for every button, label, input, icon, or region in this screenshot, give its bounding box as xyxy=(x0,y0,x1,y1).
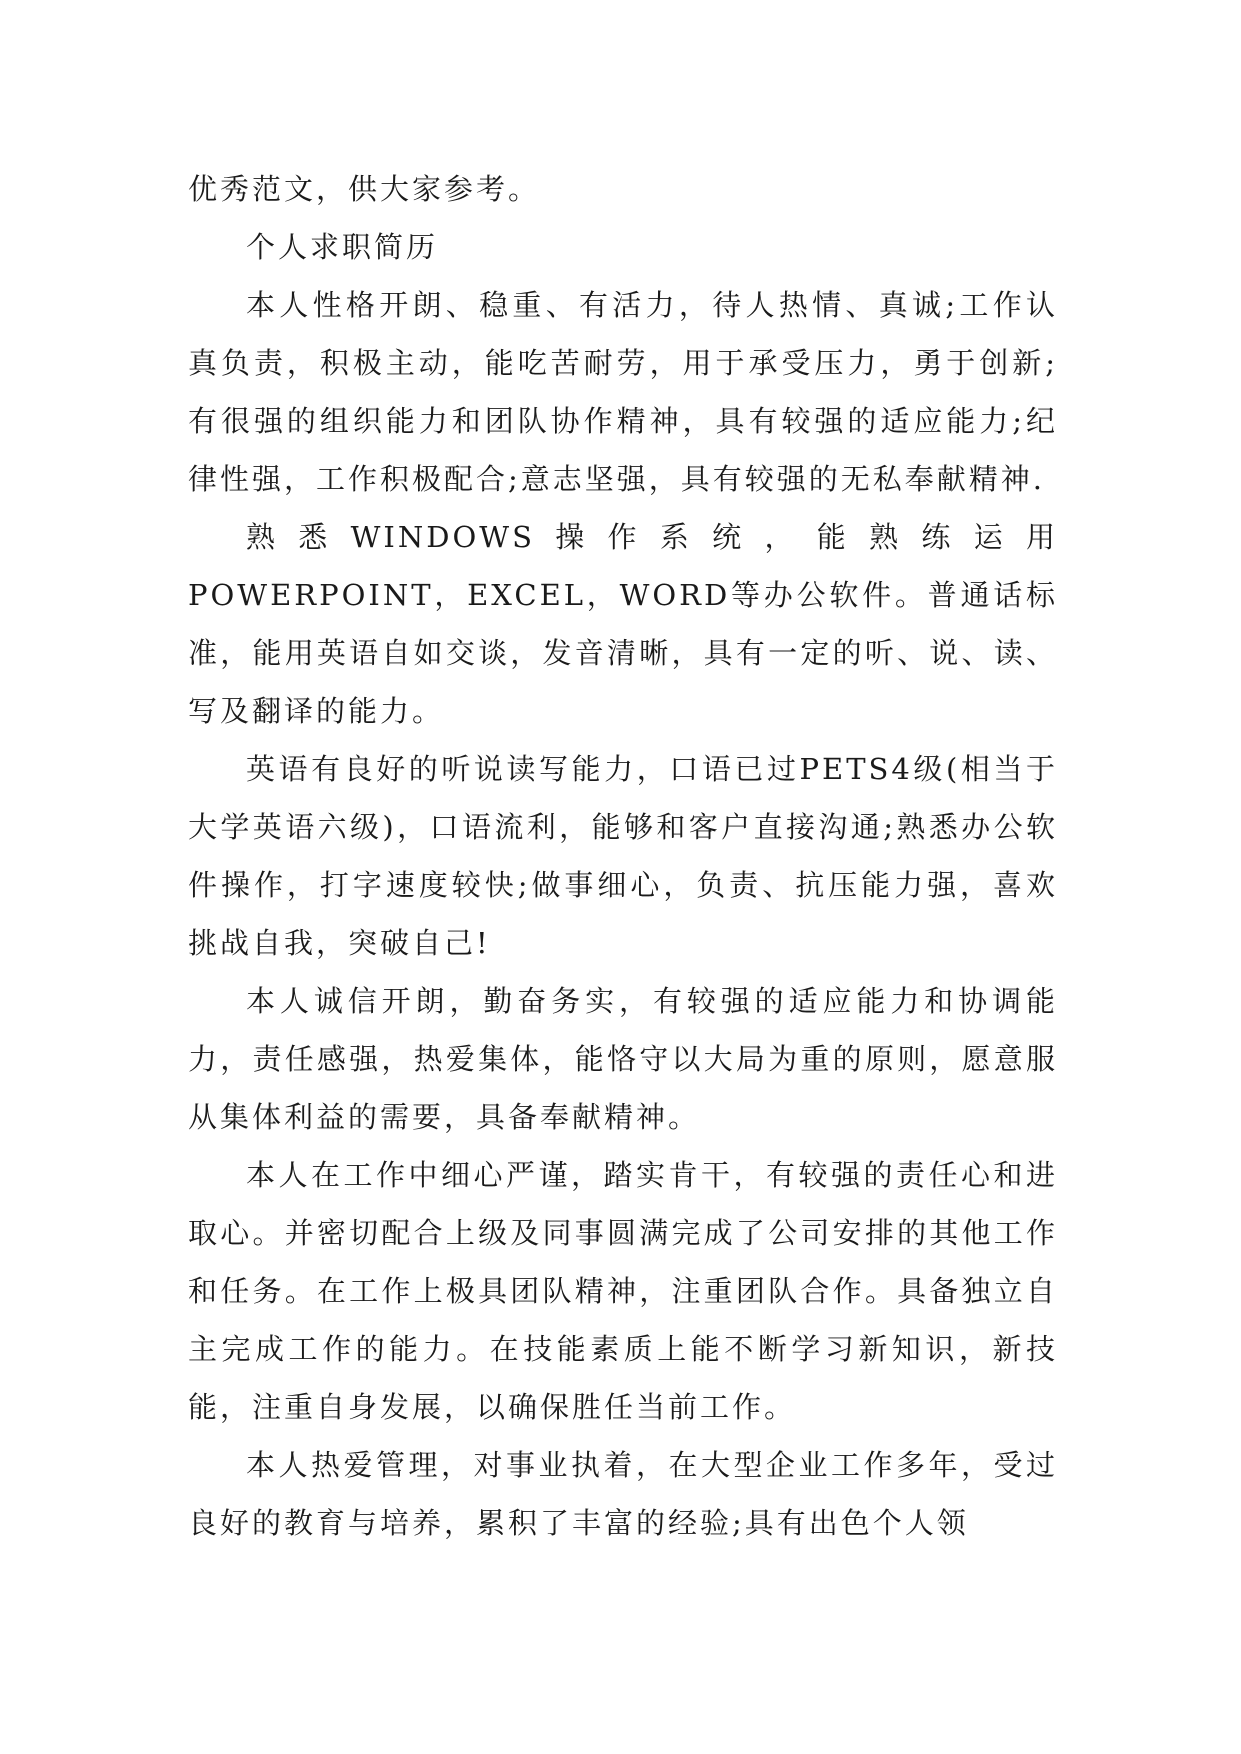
paragraph-work-attitude: 本人在工作中细心严谨，踏实肯干，有较强的责任心和进取心。并密切配合上级及同事圆满完成了公司安排的其他工作和任务。在工作上极具团队精神，注重团队合作。具备独立自主完成工作的能力。在技能素质上能不断学习新知识，新技能，注重自身发展，以确保胜任当前工作。 xyxy=(188,1158,1058,1424)
paragraph-computer-skills: 熟悉WINDOWS操作系统，能熟练运用POWERPOINT，EXCEL，WORD等办公软件。普通话标准，能用英语自如交谈，发音清晰，具有一定的听、说、读、写及翻译的能力。 xyxy=(188,520,1058,728)
paragraph-character: 本人诚信开朗，勤奋务实，有较强的适应能力和协调能力，责任感强，热爱集体，能恪守以大局为重的原则，愿意服从集体利益的需要，具备奉献精神。 xyxy=(188,984,1058,1134)
paragraph-personality: 本人性格开朗、稳重、有活力，待人热情、真诚;工作认真负责，积极主动，能吃苦耐劳，用于承受压力，勇于创新;有很强的组织能力和团队协作精神，具有较强的适应能力;纪律性强，工作积极配合;意志坚强，具有较强的无私奉献精神. xyxy=(188,288,1058,496)
intro-line: 优秀范文，供大家参考。 xyxy=(188,172,541,206)
document-body xyxy=(188,160,1058,1552)
document-title: 个人求职简历 xyxy=(246,230,439,264)
paragraph-management: 本人热爱管理，对事业执着，在大型企业工作多年，受过良好的教育与培养，累积了丰富的经验;具有出色个人领 xyxy=(188,1448,1058,1540)
paragraph-english-skills: 英语有良好的听说读写能力，口语已过PETS4级(相当于大学英语六级)，口语流利，能够和客户直接沟通;熟悉办公软件操作，打字速度较快;做事细心，负责、抗压能力强，喜欢挑战自我，突破自己! xyxy=(188,752,1058,960)
